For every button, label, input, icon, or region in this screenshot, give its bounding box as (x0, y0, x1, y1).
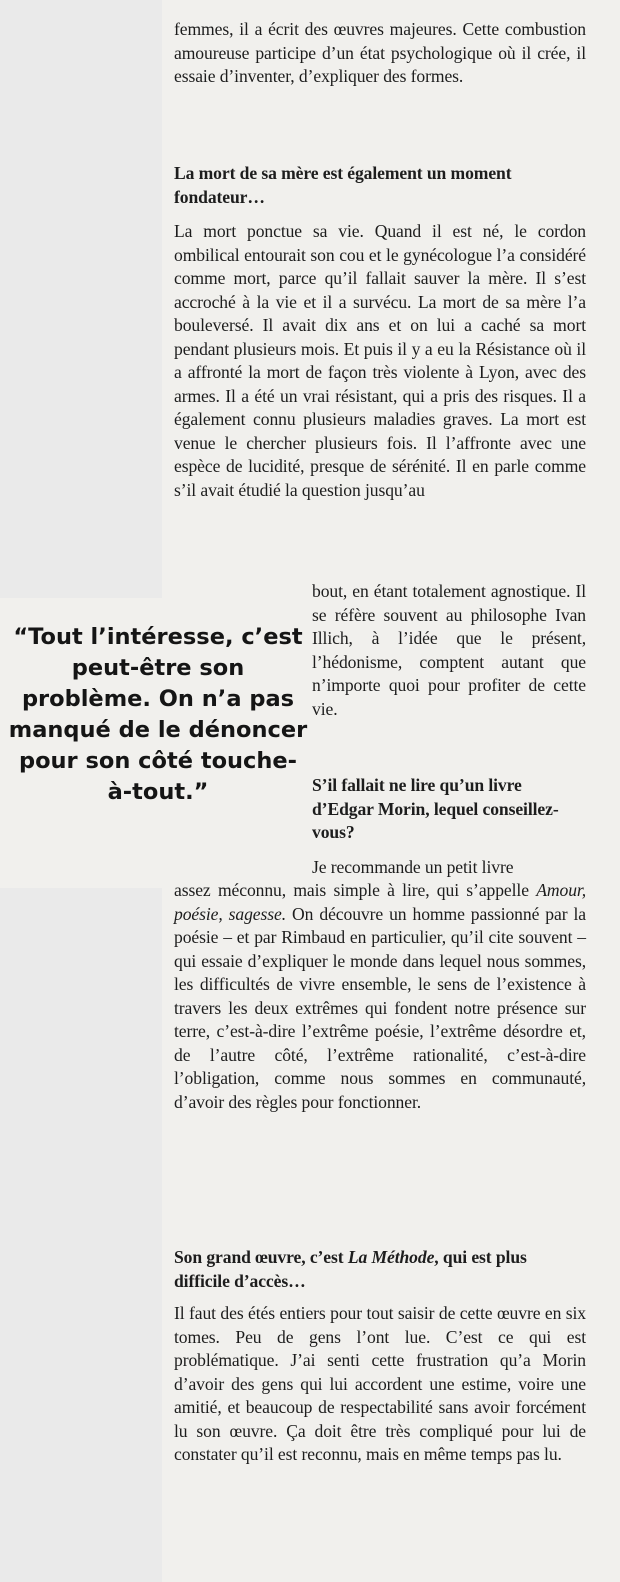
answer-2-line2: assez méconnu, mais simple à lire, qui s’appelle (174, 880, 529, 900)
pull-quote: “Tout l’intéresse, c’est peut-être son problème. On n’a pas manqué de le dénoncer pour son côté touche-à-tout.” (8, 624, 308, 805)
answer-2-body (174, 879, 586, 1114)
answer-3 (174, 1302, 586, 1467)
question-3-title: La Méthode (347, 1247, 435, 1267)
answer-1b-text: bout, en étant totalement agnostique. Il se réfère souvent au philosophe Ivan Illich, à l’idée que le présent, l’hédonisme, comptent autant que n’importe quoi pour profiter de cette vie. (312, 581, 586, 719)
answer-1-continued (312, 580, 586, 721)
answer-2 (312, 856, 586, 880)
book-title: Amour, poésie, sagesse. (174, 880, 586, 924)
question-3-text (174, 1246, 586, 1293)
question-1-text: La mort de sa mère est également un moment fondateur… (174, 163, 512, 207)
question-1 (174, 162, 586, 209)
answer-2-start: Je recommande un petit livre (312, 857, 514, 877)
question-3-pre: Son grand œuvre, c’est (174, 1247, 348, 1267)
answer-1-text: La mort ponctue sa vie. Quand il est né, le cordon ombilical entourait son cou et le gynécologue l’a considéré comme mort, parce qu’il fallait sauver la mère. Il s’est accroché à la vie et il a survécu. La mort de sa mère l’a bouleversé. Il avait dix ans et on lui a caché sa mort pendant plusieurs mois. Et puis il y a eu la Résistance où il a affronté la mort de façon très violente à Lyon, avec des armes. Il a été un vrai résistant, qui a pris des risques. Il a également connu plusieurs maladies graves. La mort est venue le chercher plusieurs fois. Il l’affronte avec une espèce de lucidité, presque de sérénité. Il en parle comme s’il avait étudié la question jusqu’au (174, 221, 586, 500)
left-margin-top (0, 0, 162, 598)
question-3-post: , qui est plus difficile d’accès… (174, 1247, 527, 1291)
answer-1 (174, 220, 586, 502)
question-2 (312, 774, 586, 845)
intro-text: femmes, il a écrit des œuvres majeures. Cette combustion amoureuse participe d’un état psychologique où il crée, il essaie d’inventer, d’expliquer des formes. (174, 19, 586, 86)
answer-2-body-text (174, 879, 586, 1114)
answer-2-rest: On découvre un homme passionné par la poésie – et par Rimbaud en particulier, qu’il cite souvent – qui essaie d’expliquer le monde dans lequel nous sommes, les difficultés de vivre ensemble, le sens de l’existence à travers les deux extrêmes qui fondent notre présence sur terre, c’est-à-dire l’extrême poésie, l’extrême désordre et, de l’autre côté, l’extrême rationalité, c’est-à-dire l’obligation, comme nous sommes en communauté, d’avoir des règles pour fonctionner. (174, 903, 586, 1112)
paragraph-intro (174, 18, 586, 89)
left-margin-bottom (0, 888, 162, 1582)
answer-3-text: Il faut des étés entiers pour tout saisir de cette œuvre en six tomes. Peu de gens l’ont lue. C’est ce qui est problématique. J’ai senti cette frustration qu’a Morin d’avoir des gens qui lui accordent une estime, voire une amitié, et beaucoup de respectabilité sans avoir forcément lu son œuvre. Ça doit être très compliqué pour lui de constater qu’il est reconnu, mais en même temps pas lu. (174, 1303, 586, 1464)
question-3 (174, 1246, 586, 1293)
question-2-text: S’il fallait ne lire qu’un livre d’Edgar Morin, lequel conseillez-vous? (312, 775, 559, 842)
